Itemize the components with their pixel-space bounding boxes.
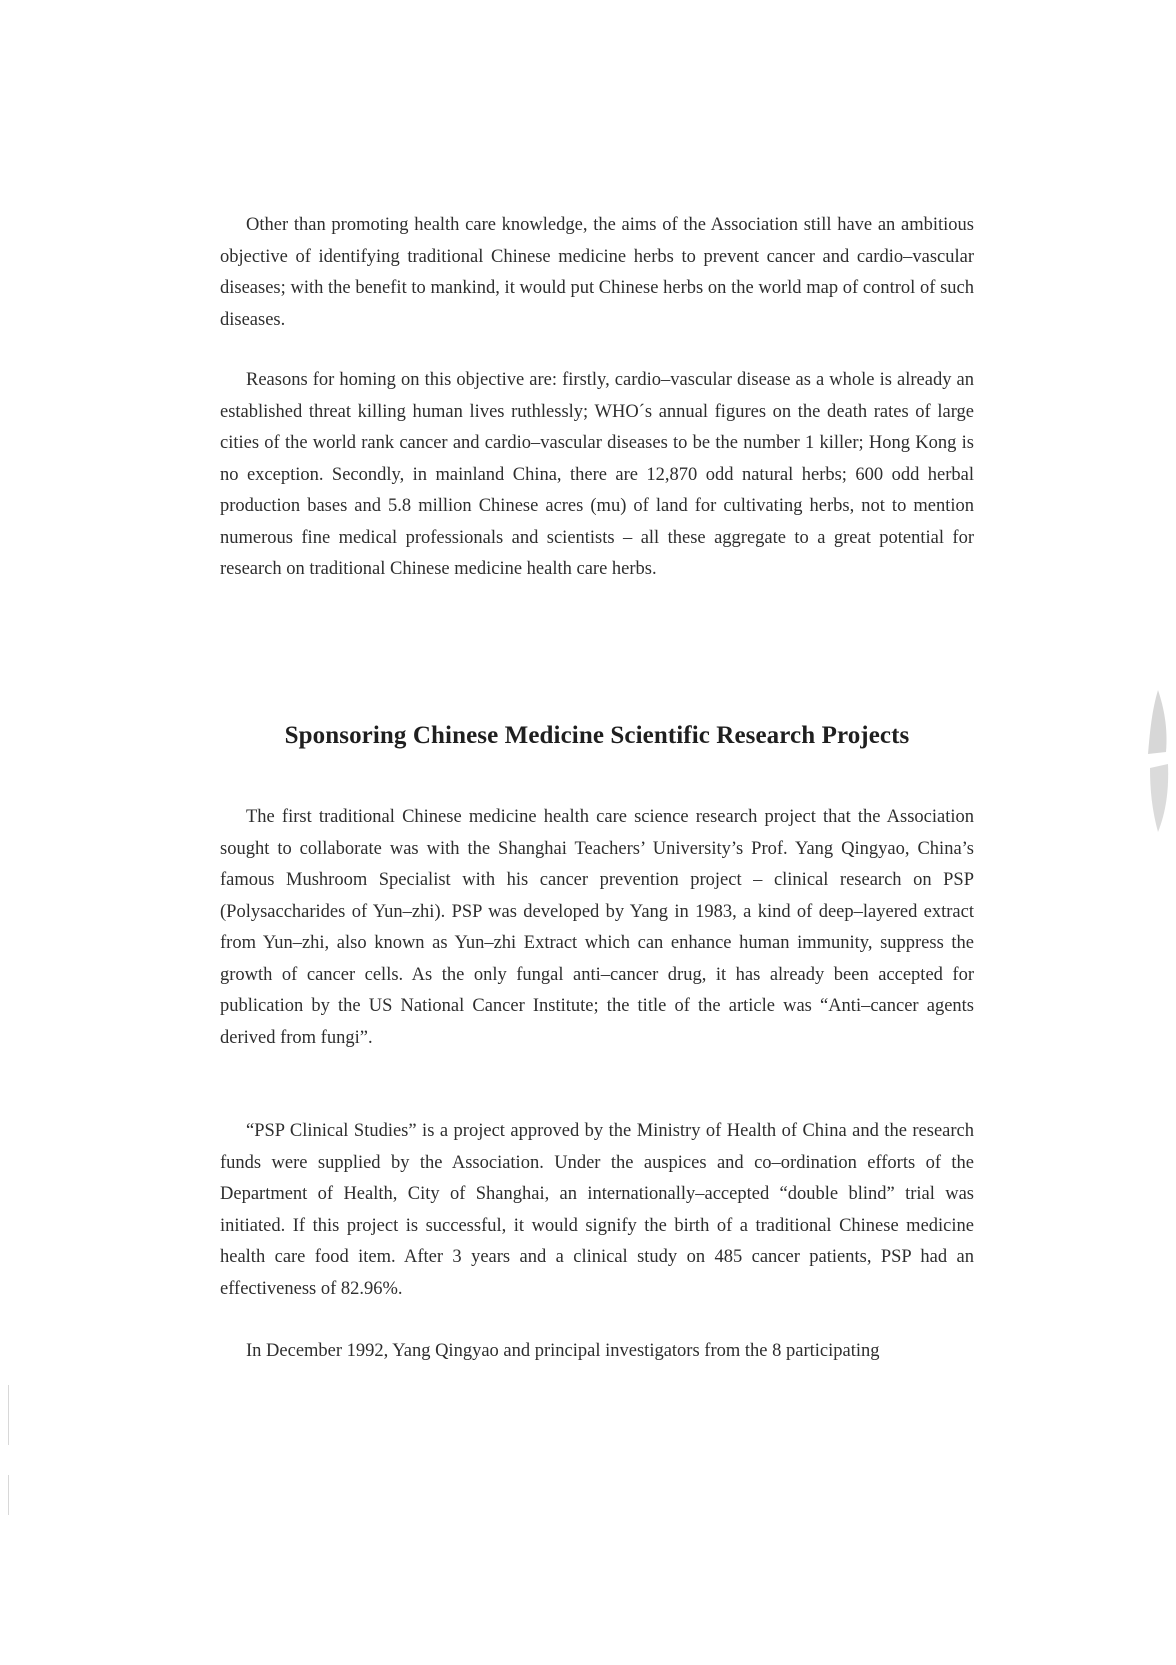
left-margin-speck (8, 1385, 9, 1445)
paragraph-aims: Other than promoting health care knowledge, the aims of the Association still have an ambitious objective of identifying traditional Chinese medicine herbs to prevent cancer and cardio–vascular diseases; with the benefit to mankind, it would put Chinese herbs on the world map of control of such diseases. (220, 215, 974, 330)
scan-artifact-mark (1128, 690, 1176, 840)
left-margin-speck-lower (8, 1475, 9, 1515)
paragraph-reasons: Reasons for homing on this objective are: firstly, cardio–vascular disease as a whole is already an established threat killing human lives ruthlessly; WHO´s annual figures on the death rates of large cities of the world rank cancer and cardio–vascular diseases to be the number 1 killer; Hong Kong is no exception. Secondly, in mainland China, there are 12,870 odd natural herbs; 600 odd herbal production bases and 5.8 million Chinese acres (mu) of land for cultivating herbs, not to mention numerous fine medical professionals and scientists – all these aggregate to a great potential for research on traditional Chinese medicine health care herbs. (220, 370, 974, 579)
paragraph-first-project: The first traditional Chinese medicine health care science research project that the Association sought to collaborate was with the Shanghai Teachers’ University’s Prof. Yang Qingyao, China’s famous Mushroom Specialist with his cancer prevention project – clinical research on PSP (Polysaccharides of Yun–zhi). PSP was developed by Yang in 1983, a kind of deep–layered extract from Yun–zhi, also known as Yun–zhi Extract which can enhance human immunity, suppress the growth of cancer cells. As the only fungal anti–cancer drug, it has already been accepted for publication by the US National Cancer Institute; the title of the article was “Anti–cancer agents derived from fungi”. (220, 807, 974, 1048)
paragraph-december-1992: In December 1992, Yang Qingyao and principal investigators from the 8 participating (246, 1341, 880, 1361)
section-heading: Sponsoring Chinese Medicine Scientific Research Projects (284, 722, 910, 749)
paragraph-psp-clinical-studies: “PSP Clinical Studies” is a project approved by the Ministry of Health of China and the research funds were supplied by the Association. Under the auspices and co–ordination efforts of the Department of Health, City of Shanghai, an internationally–accepted “double blind” trial was initiated. If this project is successful, it would signify the birth of a traditional Chinese medicine health care food item. After 3 years and a clinical study on 485 cancer patients, PSP had an effectiveness of 82.96%. (220, 1121, 974, 1299)
